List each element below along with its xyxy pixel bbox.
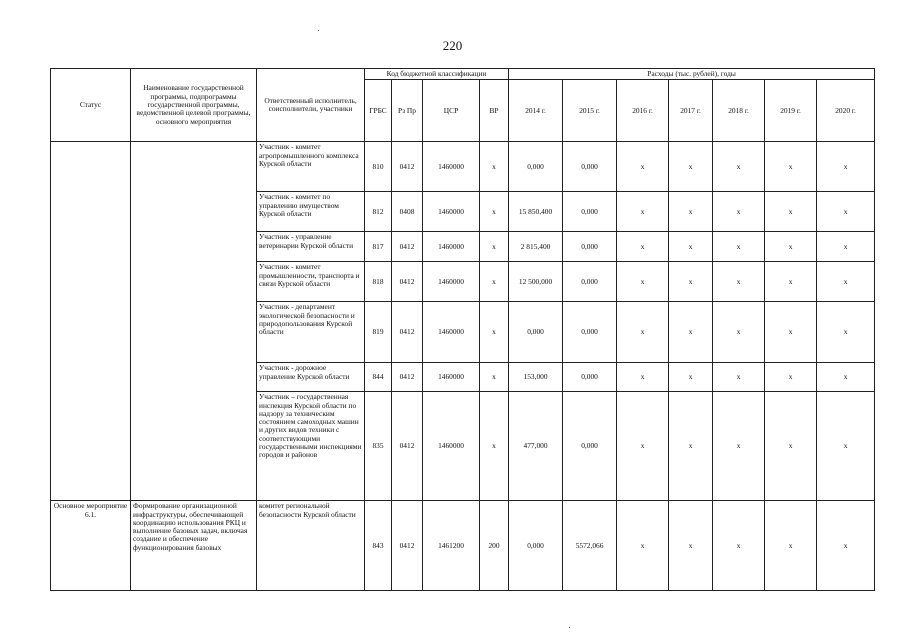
cell-2018: х bbox=[713, 501, 765, 591]
header-vr: ВР bbox=[480, 80, 509, 142]
cell-2017: х bbox=[669, 501, 713, 591]
cell-2017: х bbox=[669, 142, 713, 192]
cell-2019: х bbox=[765, 392, 817, 501]
cell-responsible: Участник – государственная инспекция Курской области по надзору за техническим состоянием самоходных машин и других видов техники с соответствующими государственными инспекциями городов и районов bbox=[257, 392, 365, 501]
cell-rzpr: 0412 bbox=[392, 142, 423, 192]
cell-2017: х bbox=[669, 302, 713, 363]
cell-2020: х bbox=[817, 262, 875, 302]
cell-2018: х bbox=[713, 363, 765, 392]
cell-2016: х bbox=[617, 262, 669, 302]
cell-grbs: 812 bbox=[365, 192, 392, 232]
cell-2017: х bbox=[669, 363, 713, 392]
cell-vr: 200 bbox=[480, 501, 509, 591]
cell-vr: х bbox=[480, 302, 509, 363]
cell-2020: х bbox=[817, 142, 875, 192]
cell-csr: 1460000 bbox=[423, 142, 480, 192]
cell-csr: 1460000 bbox=[423, 302, 480, 363]
cell-vr: х bbox=[480, 142, 509, 192]
cell-status: Основное мероприятие 6.1. bbox=[51, 501, 131, 591]
cell-csr: 1460000 bbox=[423, 232, 480, 262]
budget-table bbox=[50, 68, 875, 591]
cell-2016: х bbox=[617, 501, 669, 591]
cell-2015: 0,000 bbox=[563, 363, 617, 392]
cell-responsible: Участник - комитет агропромышленного комплекса Курской области bbox=[257, 142, 365, 192]
cell-rzpr: 0412 bbox=[392, 363, 423, 392]
header-year-2018: 2018 г. bbox=[713, 80, 765, 142]
cell-2016: х bbox=[617, 363, 669, 392]
cell-responsible: Участник - управление ветеринарии Курской области bbox=[257, 232, 365, 262]
cell-2017: х bbox=[669, 262, 713, 302]
cell-2017: х bbox=[669, 392, 713, 501]
cell-status bbox=[51, 142, 131, 501]
cell-2014: 15 850,400 bbox=[509, 192, 563, 232]
cell-2018: х bbox=[713, 192, 765, 232]
header-csr: ЦСР bbox=[423, 80, 480, 142]
cell-name bbox=[131, 142, 257, 501]
cell-rzpr: 0412 bbox=[392, 392, 423, 501]
cell-grbs: 843 bbox=[365, 501, 392, 591]
cell-2019: х bbox=[765, 192, 817, 232]
cell-2014: 477,000 bbox=[509, 392, 563, 501]
cell-2015: 0,000 bbox=[563, 142, 617, 192]
cell-2018: х bbox=[713, 142, 765, 192]
header-name: Наименование государственной программы, подпрограммы государственной программы, ведомственной целевой программы, основного мероприятия bbox=[131, 69, 257, 142]
header-year-2020: 2020 г. bbox=[817, 80, 875, 142]
cell-rzpr: 0408 bbox=[392, 192, 423, 232]
cell-grbs: 844 bbox=[365, 363, 392, 392]
header-year-2019: 2019 г. bbox=[765, 80, 817, 142]
cell-grbs: 819 bbox=[365, 302, 392, 363]
header-year-2015: 2015 г. bbox=[563, 80, 617, 142]
cell-2019: х bbox=[765, 363, 817, 392]
cell-2014: 0,000 bbox=[509, 302, 563, 363]
header-responsible: Ответственный исполнитель, соисполнители, участники bbox=[257, 69, 365, 142]
cell-csr: 1460000 bbox=[423, 262, 480, 302]
cell-2020: х bbox=[817, 232, 875, 262]
cell-rzpr: 0412 bbox=[392, 262, 423, 302]
cell-vr: х bbox=[480, 232, 509, 262]
scan-speck bbox=[318, 30, 319, 31]
cell-2017: х bbox=[669, 192, 713, 232]
cell-vr: х bbox=[480, 392, 509, 501]
cell-responsible: комитет региональной безопасности Курской области bbox=[257, 501, 365, 591]
cell-vr: х bbox=[480, 192, 509, 232]
header-year-2017: 2017 г. bbox=[669, 80, 713, 142]
cell-2014: 153,000 bbox=[509, 363, 563, 392]
header-budget-code-group: Код бюджетной классификации bbox=[365, 69, 509, 80]
cell-csr: 1460000 bbox=[423, 363, 480, 392]
cell-2015: 5572,066 bbox=[563, 501, 617, 591]
header-year-2014: 2014 г. bbox=[509, 80, 563, 142]
scan-speck bbox=[569, 627, 570, 628]
cell-csr: 1460000 bbox=[423, 192, 480, 232]
cell-rzpr: 0412 bbox=[392, 302, 423, 363]
cell-2014: 0,000 bbox=[509, 142, 563, 192]
cell-responsible: Участник - комитет по управлению имуществом Курской области bbox=[257, 192, 365, 232]
table-row bbox=[51, 501, 875, 591]
cell-2018: х bbox=[713, 392, 765, 501]
page-number: 220 bbox=[442, 38, 463, 53]
cell-2018: х bbox=[713, 302, 765, 363]
cell-2016: х bbox=[617, 192, 669, 232]
cell-2020: х bbox=[817, 363, 875, 392]
cell-responsible: Участник - комитет промышленности, транспорта и связи Курской области bbox=[257, 262, 365, 302]
cell-2019: х bbox=[765, 142, 817, 192]
cell-2015: 0,000 bbox=[563, 262, 617, 302]
cell-2020: х bbox=[817, 192, 875, 232]
cell-grbs: 818 bbox=[365, 262, 392, 302]
cell-2015: 0,000 bbox=[563, 232, 617, 262]
cell-2019: х bbox=[765, 262, 817, 302]
cell-2015: 0,000 bbox=[563, 192, 617, 232]
cell-responsible: Участник - департамент экологической безопасности и природопользования Курской области bbox=[257, 302, 365, 363]
header-year-2016: 2016 г. bbox=[617, 80, 669, 142]
header-expenses-group: Расходы (тыс. рублей), годы bbox=[509, 69, 875, 80]
cell-2016: х bbox=[617, 302, 669, 363]
cell-2017: х bbox=[669, 232, 713, 262]
cell-2020: х bbox=[817, 392, 875, 501]
cell-csr: 1461200 bbox=[423, 501, 480, 591]
cell-2019: х bbox=[765, 501, 817, 591]
cell-vr: х bbox=[480, 262, 509, 302]
header-grbs: ГРБС bbox=[365, 80, 392, 142]
cell-rzpr: 0412 bbox=[392, 501, 423, 591]
cell-grbs: 810 bbox=[365, 142, 392, 192]
cell-2016: х bbox=[617, 142, 669, 192]
cell-2014: 2 815,400 bbox=[509, 232, 563, 262]
cell-vr: х bbox=[480, 363, 509, 392]
cell-csr: 1460000 bbox=[423, 392, 480, 501]
cell-2019: х bbox=[765, 302, 817, 363]
cell-2016: х bbox=[617, 392, 669, 501]
cell-2018: х bbox=[713, 262, 765, 302]
cell-2020: х bbox=[817, 302, 875, 363]
header-rzpr: Рз Пр bbox=[392, 80, 423, 142]
cell-2015: 0,000 bbox=[563, 392, 617, 501]
cell-2015: 0,000 bbox=[563, 302, 617, 363]
table-row bbox=[51, 142, 875, 192]
cell-2018: х bbox=[713, 232, 765, 262]
cell-2020: х bbox=[817, 501, 875, 591]
cell-2014: 0,000 bbox=[509, 501, 563, 591]
cell-grbs: 817 bbox=[365, 232, 392, 262]
cell-grbs: 835 bbox=[365, 392, 392, 501]
header-status: Статус bbox=[51, 69, 131, 142]
cell-2016: х bbox=[617, 232, 669, 262]
cell-rzpr: 0412 bbox=[392, 232, 423, 262]
cell-2014: 12 500,000 bbox=[509, 262, 563, 302]
cell-2019: х bbox=[765, 232, 817, 262]
cell-name: Формирование организационной инфраструктуры, обеспечивающей координацию использования РКЦ и выполнение базовых задач, включая создание и обеспечение функционирования базовых bbox=[131, 501, 257, 591]
cell-responsible: Участник - дорожное управление Курской области bbox=[257, 363, 365, 392]
